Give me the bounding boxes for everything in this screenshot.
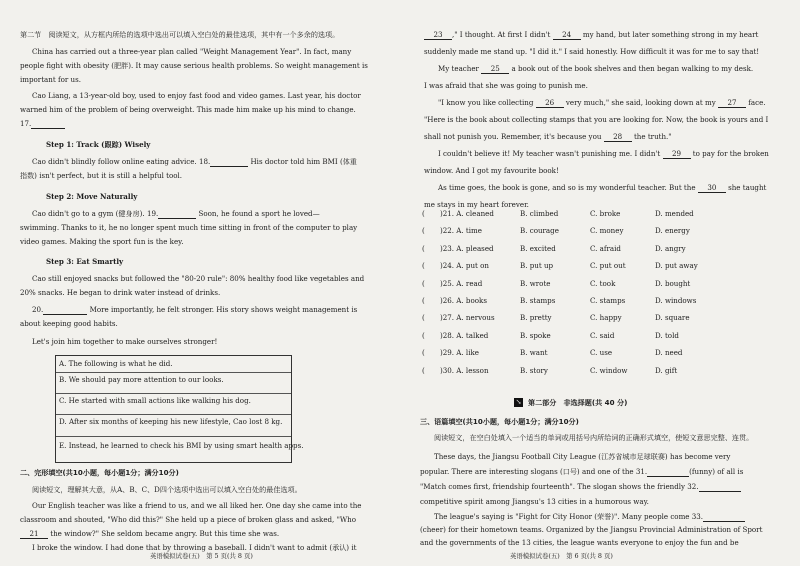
answer-paren[interactable]: ( bbox=[422, 313, 425, 322]
paragraph-line: shall not punish you. Remember, it's because you 28 the truth." bbox=[424, 132, 672, 141]
option-c[interactable]: C. said bbox=[590, 331, 615, 340]
option-b[interactable]: B. stamps bbox=[520, 296, 556, 305]
paragraph-line: about keeping good habits. bbox=[20, 319, 118, 328]
answer-paren[interactable]: ( bbox=[422, 244, 425, 253]
option-a[interactable]: A. The following is what he did. bbox=[59, 359, 173, 368]
answer-paren[interactable]: ( bbox=[422, 296, 425, 305]
option-b[interactable]: B. climbed bbox=[520, 209, 559, 218]
paragraph-line: I was afraid that she was going to punish me. bbox=[424, 81, 588, 90]
question-stem-option-a[interactable]: )28. A. talked bbox=[440, 331, 489, 340]
question-stem-option-a[interactable]: )27. A. nervous bbox=[440, 313, 495, 322]
part-two-heading: 第二部分 非选择题(共 40 分) bbox=[528, 398, 628, 407]
answer-paren[interactable]: ( bbox=[422, 331, 425, 340]
paragraph-line: suddenly made me stand up. "I did it." I said honestly. How difficult it was for me to say that! bbox=[424, 47, 760, 56]
option-d[interactable]: D. windows bbox=[655, 296, 697, 305]
paragraph-line: people fight with obesity (肥胖). It may cause serious health problems. So weight management is bbox=[20, 61, 368, 70]
blank-27[interactable]: 27 bbox=[718, 98, 746, 108]
answer-paren[interactable]: ( bbox=[422, 261, 425, 270]
paragraph-line: "I know you like collecting 26 very much," she said, looking down at my 27 face. bbox=[438, 98, 766, 107]
paragraph-line: I couldn't believe it! My teacher wasn't punishing me. I didn't 29 to pay for the broken bbox=[438, 149, 769, 158]
part2-heading: 二、完形填空(共10小题，每小题1分；满分10分) bbox=[20, 468, 179, 477]
paragraph-line: Our English teacher was like a friend to us, and we all liked her. One day she came into the bbox=[32, 501, 362, 510]
question-stem-option-a[interactable]: )25. A. read bbox=[440, 279, 483, 288]
answer-blank-20[interactable] bbox=[43, 305, 87, 315]
part-icon: ↘ bbox=[515, 398, 522, 406]
option-c[interactable]: C. afraid bbox=[590, 244, 621, 253]
paragraph-line: Cao didn't go to a gym (健身房). 19. Soon, he found a sport he loved— bbox=[32, 209, 320, 218]
left-page bbox=[0, 0, 385, 566]
step3-title: Step 3: Eat Smartly bbox=[46, 257, 124, 266]
option-b[interactable]: B. put up bbox=[520, 261, 554, 270]
paragraph-line: China has carried out a three-year plan called "Weight Management Year". In fact, many bbox=[32, 47, 352, 56]
blank-25[interactable]: 25 bbox=[481, 64, 509, 74]
option-d[interactable]: D. put away bbox=[655, 261, 698, 270]
option-d[interactable]: D. mended bbox=[655, 209, 694, 218]
divider bbox=[56, 372, 291, 373]
blank-28[interactable]: 28 bbox=[604, 132, 632, 142]
answer-blank[interactable] bbox=[31, 119, 65, 129]
option-d[interactable]: D. energy bbox=[655, 226, 690, 235]
paragraph-line: My teacher 25 a book out of the book shelves and then began walking to my desk. bbox=[438, 64, 754, 73]
answer-paren[interactable]: ( bbox=[422, 348, 425, 357]
answer-paren[interactable]: ( bbox=[422, 209, 425, 218]
option-c[interactable]: C. took bbox=[590, 279, 616, 288]
option-b[interactable]: B. wrote bbox=[520, 279, 551, 288]
paragraph-line: As time goes, the book is gone, and so is my wonderful teacher. But the 30 she taught bbox=[438, 183, 767, 192]
paragraph-line: Cao Liang, a 13-year-old boy, used to enjoy fast food and video games. Last year, his doctor bbox=[32, 91, 361, 100]
paragraph-line: "Here is the book about collecting stamps that you are looking for. Now, the book is yours and I bbox=[424, 115, 769, 124]
paragraph-line: These days, the Jiangsu Football City League (江苏省城市足球联赛) has become very bbox=[434, 452, 731, 461]
paragraph-line: and the governments of the 13 cities, the league wants everyone to enjoy the fun and be bbox=[420, 538, 739, 547]
blank-21[interactable]: 21 bbox=[20, 529, 48, 539]
answer-paren[interactable]: ( bbox=[422, 226, 425, 235]
option-b[interactable]: B. excited bbox=[520, 244, 556, 253]
question-stem-option-a[interactable]: )26. A. books bbox=[440, 296, 487, 305]
paragraph-line: competitive spirit among Jiangsu's 13 cities in a humorous way. bbox=[420, 497, 649, 506]
option-b[interactable]: B. We should pay more attention to our looks. bbox=[59, 375, 224, 384]
paragraph-line: important for us. bbox=[20, 75, 81, 84]
option-b[interactable]: B. pretty bbox=[520, 313, 552, 322]
blank-24[interactable]: 24 bbox=[553, 30, 581, 40]
option-b[interactable]: B. want bbox=[520, 348, 548, 357]
question-17: 17. bbox=[20, 119, 65, 129]
option-d[interactable]: D. gift bbox=[655, 366, 678, 375]
blank-23[interactable]: 23 bbox=[424, 30, 452, 40]
paragraph-line: 20% snacks. He began to drink water instead of drinks. bbox=[20, 288, 221, 297]
paragraph-line: The league's saying is "Fight for City Honor (荣誉)". Many people come 33. bbox=[434, 512, 745, 522]
divider bbox=[56, 436, 291, 437]
options-box bbox=[55, 355, 304, 463]
option-c[interactable]: C. happy bbox=[590, 313, 622, 322]
page-footer: 英语模拟试卷(五) 第 5 页(共 8 页) bbox=[150, 552, 253, 560]
blank-26[interactable]: 26 bbox=[536, 98, 564, 108]
question-stem-option-a[interactable]: )23. A. pleased bbox=[440, 244, 494, 253]
answer-blank-19[interactable] bbox=[158, 209, 196, 219]
question-stem-option-a[interactable]: )21. A. cleaned bbox=[440, 209, 494, 218]
paragraph-line: popular. There are interesting slogans (口号) and one of the 31. (funny) of all is bbox=[420, 467, 744, 476]
part2-instructions: 阅读短文，理解其大意，从A、B、C、D四个选项中选出可以填入空白处的最佳选项。 bbox=[32, 485, 302, 494]
option-c[interactable]: C. broke bbox=[590, 209, 621, 218]
option-c[interactable]: C. stamps bbox=[590, 296, 626, 305]
paragraph-line: (cheer) for their hometown teams. Organized by the Jiangsu Provincial Administration of Sport bbox=[420, 525, 763, 534]
part3-heading: 三、语篇填空(共10小题，每小题1分；满分10分) bbox=[420, 417, 579, 426]
option-b[interactable]: B. spoke bbox=[520, 331, 551, 340]
paragraph-line: Cao didn't blindly follow online eating advice. 18. His doctor told him BMI (体重 bbox=[32, 157, 357, 166]
paragraph-line: video games. Making the sport fun is the key. bbox=[20, 237, 184, 246]
option-d[interactable]: D. bought bbox=[655, 279, 691, 288]
question-stem-option-a[interactable]: )24. A. put on bbox=[440, 261, 489, 270]
page-footer: 英语模拟试卷(五) 第 6 页(共 8 页) bbox=[510, 552, 613, 560]
paragraph-line: warned him of the problem of being overweight. This made him make up his mind to change. bbox=[20, 105, 356, 114]
paragraph-line: window. And I got my favourite book! bbox=[424, 166, 559, 175]
option-b[interactable]: B. story bbox=[520, 366, 548, 375]
option-c[interactable]: C. put out bbox=[590, 261, 626, 270]
option-d[interactable]: D. told bbox=[655, 331, 679, 340]
step2-title: Step 2: Move Naturally bbox=[46, 192, 138, 201]
paragraph-line: 指数) isn't perfect, but it is still a helpful tool. bbox=[20, 171, 183, 180]
blank-30[interactable]: 30 bbox=[698, 183, 726, 193]
paragraph-line: 20. More importantly, he felt stronger. His story shows weight management is bbox=[32, 305, 358, 314]
answer-paren[interactable]: ( bbox=[422, 366, 425, 375]
question-stem-option-a[interactable]: )29. A. like bbox=[440, 348, 479, 357]
option-d[interactable]: D. angry bbox=[655, 244, 686, 253]
option-e[interactable]: E. Instead, he learned to check his BMI by using smart health apps. bbox=[59, 441, 304, 450]
part3-instructions: 阅读短文，在空白处填入一个适当的单词或用括号内所给词的正确形式填空，使短文意思完整、连贯。 bbox=[434, 433, 754, 442]
step1-title: Step 1: Track (跟踪) Wisely bbox=[46, 140, 151, 149]
paragraph-line: 21 the window?" She seldom became angry. But this time she was. bbox=[20, 529, 279, 539]
blank-29[interactable]: 29 bbox=[663, 149, 691, 159]
paragraph-line: Let's join him together to make ourselves stronger! bbox=[32, 337, 218, 346]
answer-blank-18[interactable] bbox=[210, 157, 248, 167]
divider bbox=[56, 414, 291, 415]
paragraph-line: me stays in my heart forever. bbox=[424, 200, 529, 209]
blank-32[interactable] bbox=[699, 482, 741, 492]
answer-paren[interactable]: ( bbox=[422, 279, 425, 288]
question-stem-option-a[interactable]: )30. A. lesson bbox=[440, 366, 489, 375]
paragraph-line: 23 ," I thought. At first I didn't 24 my hand, but later something strong in my heart bbox=[424, 30, 758, 40]
option-c[interactable]: C. money bbox=[590, 226, 624, 235]
question-stem-option-a[interactable]: )22. A. time bbox=[440, 226, 482, 235]
blank-33[interactable] bbox=[703, 512, 745, 522]
option-c[interactable]: C. He started with small actions like walking his dog. bbox=[59, 396, 251, 405]
option-c[interactable]: C. use bbox=[590, 348, 613, 357]
option-d[interactable]: D. After six months of keeping his new lifestyle, Cao lost 8 kg. bbox=[59, 417, 283, 426]
option-d[interactable]: D. need bbox=[655, 348, 683, 357]
paragraph-line: I broke the window. I had done that by throwing a baseball. I didn't want to admit (承认) it bbox=[32, 543, 357, 552]
divider bbox=[56, 393, 291, 394]
option-d[interactable]: D. square bbox=[655, 313, 690, 322]
blank-31[interactable] bbox=[647, 467, 689, 477]
section-heading: 第二节 阅读短文，从方框内所给的选项中选出可以填入空白处的最佳选项，其中有一个多余的选项。 bbox=[20, 30, 340, 39]
paragraph-line: "Match comes first, friendship fourteenth". The slogan shows the friendly 32. bbox=[420, 482, 741, 492]
option-b[interactable]: B. courage bbox=[520, 226, 559, 235]
paragraph-line: Cao still enjoyed snacks but followed the "80-20 rule": 80% healthy food like vegetables and bbox=[32, 274, 365, 283]
option-c[interactable]: C. window bbox=[590, 366, 628, 375]
paragraph-line: swimming. Thanks to it, he no longer spent much time sitting in front of the computer to play bbox=[20, 223, 358, 232]
paragraph-line: classroom and shouted, "Who did this?" She held up a piece of broken glass and asked, "Who bbox=[20, 515, 356, 524]
